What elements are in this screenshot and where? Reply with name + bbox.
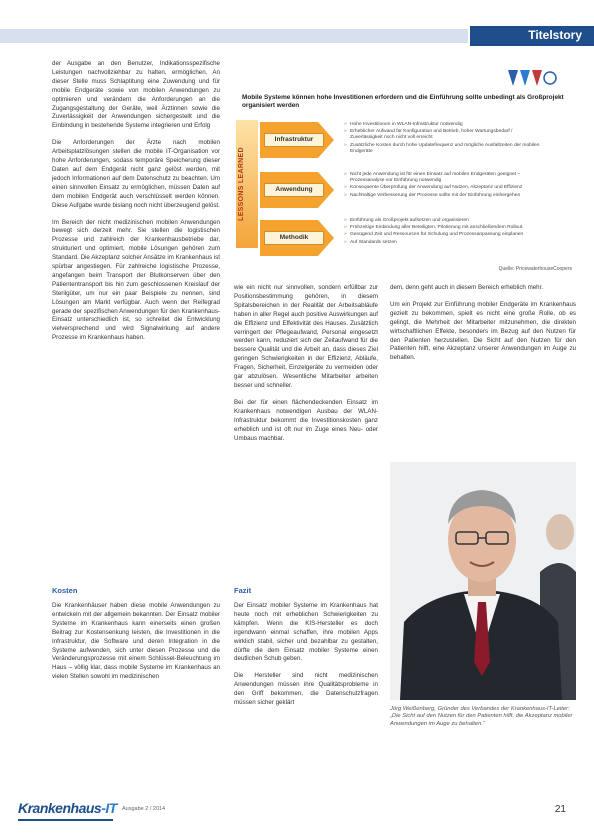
paragraph: Die Krankenhäuser haben diese mobile Anwendungen zu entwickeln mit der allgemein bekannten. Der Einsatz mobiler Systeme im Krankenhaus kann einerseits einen großen Beitrag zur Kostensenkung leisten, die Investitionen in die Infrastruktur, die Software und deren Integration in die Systeme aufwenden, sich unter diesen Prozesse und die Veränderungsprozesse mit einem Schlüssel-Beleuchtung im Haus – völlig klar, dass mobile Systeme im Krankenhaus an vielen Stellen sowohl im medizinischen: [52, 602, 220, 681]
bullet: » Genügend Zeit und Ressourcen für Schulung und Prozessanpassung einplanen: [344, 232, 544, 238]
footer-line: [18, 819, 113, 821]
paragraph: Im Bereich der nicht medizinischen mobilen Anwendungen bewegt sich derzeit mehr. Sie stellen die logistischen Prozesse und zahlreich der Krankenhausbetriebe dar, strukturiert und optimiert, mobile Lösungen gehören zum Standard. Die Akzeptanz solcher Ansätze im Krankenhaus ist spürbar angestiegen. Für zahlreiche logistische Prozesse, angefangen beim Transport der Blutkonserven über den Patiententransport bis hin zum geschlossenen Kreislauf der Sterilgüter, um nur ein paar Beispiele zu nennen, sind Lösungen am Markt verfügbar. Auch wenn der Reifegrad gerade der spezifischen Anwendungen für den Krankenhaus-Einsatz unterschiedlich ist, so schreitet die Entwicklung vielversprechend und wird Signalwirkung auf andere Prozesse im Krankenhaus haben.: [52, 218, 220, 342]
left-column-top: [52, 60, 220, 500]
paragraph: wie ein nicht nur sinnvollen, sondern erfüllbar zur Positionsbestimmung gehören, in diesem Spitalsbereichen in der Realität der Arbeitsabläufe haben in aller Regel auch positive Auswirkungen auf die Effizienz und Effektivität des Hauses. Zusätzlich verringert der Pflegeaufwand, Personal eingesetzt werden kann, reduziert sich der Zeitaufwand für die bessere Qualität und die Arbeit an, dass dieses Ziel geringen Schwierigkeiten in der Effizienz, Abläufe, Fragen, Sicherheit, Einzelgeräte zu vermeiden oder gar abzulösen. Wesentliche Mitarbeiter arbeiten besser und schneller.: [234, 284, 378, 389]
figure-title: Mobile Systeme können hohe Investitionen erfordern und die Einführung sollte unbedingt als Großprojekt organisiert werden: [242, 94, 564, 109]
subhead-fazit: Fazit: [234, 586, 252, 595]
magazine-logo: [18, 800, 117, 816]
arrow-anwendung: [260, 172, 334, 208]
logo-main-text: Krankenhaus: [18, 800, 102, 816]
middle-column-bottom: [234, 602, 378, 752]
portrait-photo: [390, 462, 576, 700]
arrow-label: Anwendung: [264, 183, 324, 197]
bullet: » Hohe Investitionen in WLAN-Infrastruktur notwendig: [344, 122, 544, 128]
paragraph: der Ausgabe an den Benutzer, Indikationsspezifische Leistungen nachvollziehbar zu halten, ermöglichen. An dieser Stelle muss Schlaptitung eine Zuwendung und für mobile Endgeräte sowie von mobilen Anwendungen zu optimieren und verändern die Anforderungen an die Zugangsgestaltung der Geräte, weil Ärztinnen sowie die Zuverlässigkeit der Anwendungen sichergestellt und die Einbindung in bestehende Systeme integrieren und Erfolg: [52, 60, 220, 130]
bullet: » Nachhaltige Verbesserung der Prozesse sollte mit der Einführung einhergehen: [344, 193, 544, 199]
bullet: » Zusätzliche Kosten durch hohe Updatefrequenz und mögliche Ausfallzeiten der mobilen Endgeräte: [344, 143, 544, 155]
bullets-methodik: [344, 218, 544, 247]
lessons-learned-label: LESSONS LEARNED: [238, 147, 245, 221]
issue-label: Ausgabe 2 / 2014: [122, 806, 166, 812]
paragraph: Der Einsatz mobiler Systeme im Krankenhaus hat heute noch mit erheblichen Schwierigkeiten zu kämpfen. Wenn die KIS-Hersteller es doch irgendwann einmal schaffen, ihre mobilen Apps wirklich stabil, sicher und bezahlbar zu gestalten, dürfte die dem Einsatz mobiler Systeme einen deutlichen Schub geben.: [234, 602, 378, 663]
bullet: » Nicht jede Anwendung ist für einen Einsatz auf mobilen Endgeräten geeignet – Prozessanalyse vor Einführung notwendig: [344, 172, 544, 184]
paragraph: dem, denn geht auch in diesem Bereich erheblich mehr.: [390, 284, 544, 291]
arrow-label: Methodik: [264, 231, 324, 245]
middle-column-top: [234, 284, 378, 520]
arrow-methodik: [260, 220, 334, 256]
header-title-box: [470, 26, 594, 46]
page-number: 21: [554, 804, 566, 815]
arrow-label: Infrastruktur: [264, 133, 324, 147]
bullet: » Frühzeitige Einbindung aller Beteiligten, Pilotierung mit anschließendem Rollout: [344, 225, 544, 231]
vkd-logo: [502, 66, 562, 92]
portrait-image: [390, 462, 576, 700]
paragraph: Bei der für einen flächendeckenden Einsatz im Krankenhaus notwendigen Ausbau der WLAN-Infrastruktur bekommt die Investitionskosten ganz erheblich und ist oft nur im Zuge eines Neu- oder Umbaus machbar.: [234, 398, 378, 442]
section-header: [0, 26, 594, 46]
logo-it-text: -IT: [101, 800, 117, 816]
photo-caption: Jörg Weißenberg, Gründer des Verbandes der Krankenhaus-IT-Leiter: „Die Sicht auf den Nutzen für den Patienten hilft, die Akzeptanz mobiler Anwendungen im Auge zu behalten.“: [390, 706, 573, 727]
section-title: Titelstory: [528, 28, 582, 42]
paragraph: Um ein Projekt zur Einführung mobiler Endgeräte im Krankenhaus gezielt zu bekommen, spielt es nicht eine große Rolle, ob es gelingt, die Mehrheit der Mitarbeiter mitzunehmen, die direkten wirtschaftlichen Effekte, besonders im Bezug auf den Nutzen für den Patienten herzustellen. Die Sicht auf den Nutzen für den Patienten hilft, eine Akzeptanz unserer Anwendungen im Auge zu behalten.: [390, 300, 576, 362]
bullet: » Auf Standards setzen: [344, 240, 544, 246]
right-column-top: [390, 284, 576, 454]
figure-source: Quelle: PricewaterhouseCoopers: [498, 266, 572, 272]
lessons-learned-figure: [236, 58, 576, 276]
bullet: » Erheblicher Aufwand für Konfiguration und Betrieb, hoher Wartungsbedarf / Zuverlässigkeit noch nicht voll erreicht: [344, 129, 544, 141]
bullets-infrastruktur: [344, 122, 544, 156]
bullets-anwendung: [344, 172, 544, 200]
bullet: » Konsequente Überprüfung der Anwendung auf Nutzen, Akzeptanz und Effizienz: [344, 185, 544, 191]
paragraph: Die Hersteller sind nicht medizinischen Anwendungen müssen ihre Qualitätsprobleme in den Griff bekommen, die Datenschutzfragen müssen sicher geklärt: [234, 672, 378, 707]
header-strip: [0, 29, 468, 43]
left-column-bottom: [52, 602, 220, 752]
paragraph: Die Anforderungen der Ärzte nach mobilen Arbeitsplatzlösungen stellen die mobile IT-Organisation vor hohe Anforderungen, sodass temporäre Speicherung dieser Daten auf dem Endgerät nicht ganz gelöst werden, mit jedoch Informationen auf dem Datenschutz zu beachten. Um einen sinnvollen Einsatz zu ermöglichen, müssen Daten auf dem mobilen Endgerät auch verschlüsselt werden können. Diese Aufgabe wurde bislang noch nicht überzeugend gelöst.: [52, 139, 220, 209]
arrow-infrastruktur: [260, 122, 334, 158]
subhead-kosten: Kosten: [52, 586, 78, 595]
bullet: » Einführung als Großprojekt aufsetzen und organisieren: [344, 218, 544, 224]
